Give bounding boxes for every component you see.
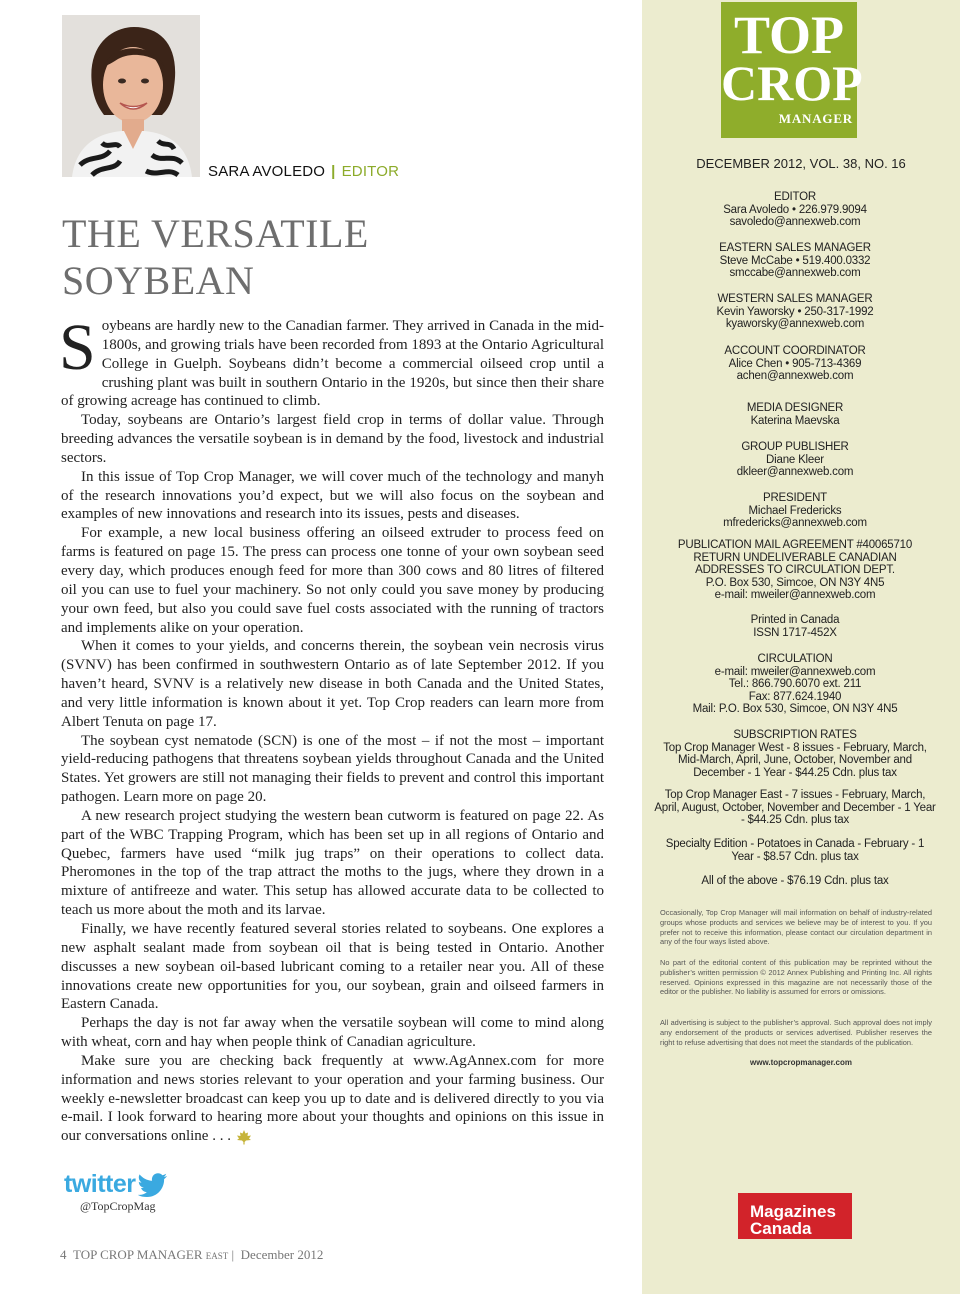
contact-media-designer [654,402,936,427]
footer-magazine: TOP CROP MANAGER [73,1247,203,1262]
contact-email: achen@annexweb.com [736,370,854,383]
issue-date: DECEMBER 2012, VOL. 38, NO. 16 [696,156,906,171]
badge-line-2: Canada [750,1219,812,1238]
paragraph-1 [59,311,604,411]
author-name: SARA AVOLEDO [208,163,326,180]
logo-line-2: CROP [721,55,863,111]
contact-line: Michael Fredericks [748,504,842,517]
publication-line: PUBLICATION MAIL AGREEMENT #40065710 [677,539,913,551]
contact-email: smccabe@annexweb.com [729,267,861,280]
circulation [654,653,936,716]
magazines-canada-logo [738,1193,852,1239]
badge-line-1: Magazines [750,1202,836,1221]
contact-title: EDITOR [773,191,817,203]
subscription-west: Top Crop Manager West - 8 issues - February, March, Mid-March, April, June, October, November and December - 1 Year - $44.25 Cdn. plus tax [663,741,927,779]
contact-line: Diane Kleer [766,453,824,466]
contact-line: Sara Avoledo • 226.979.9094 [723,203,867,216]
paragraph: Perhaps the day is not far away when the versatile soybean will come to mind along with wheat, corn and hay when people think of Canadian agriculture. [61,1015,604,1051]
contact-email: dkleer@annexweb.com [736,466,854,479]
paragraph: For example, a new local business offering an oilseed extruder to process feed on farms is featured on page 15. The press can process one tonne of your own soybean seed every day, which produces enough feed for more than 300 cows and 80 litres of filtered oil you can use to fuel your machinery. So not only could you save money by producing your own feed, but also you could save fuel costs associated with the running of tractors and implements alike on your operation. [61,525,604,636]
circulation-line: e-mail: mweiler@annexweb.com [714,665,876,678]
page-number: 4 [60,1247,67,1262]
subscription-all-block [654,875,936,888]
last-paragraph-text: Make sure you are checking back frequently at www.AgAnnex.com for more information and news stories relevant to your operation and your farming business. Our weekly e-newsletter broadcast can keep you up to date and is delivered directly to you via e-mail. I look forward to hearing more about your thoughts and opinions on this issue in our conversations online . . . [61,1052,604,1145]
fine-print-mailing: Occasionally, Top Crop Manager will mail information on behalf of industry-related groups whose products and services we believe may be of interest to you. If you prefer not to receive this information, please contact our circulation department in any of the four ways listed above. [660,908,932,947]
maple-leaf-icon [235,1129,253,1145]
drop-cap: S [59,311,96,384]
paragraph: Finally, we have recently featured several stories related to soybeans. One explores a new asphalt sealant made from soybean oil that is being tested in Ontario. Another discusses a new soybean oil-based lubricant coming to a retailer near you. All of these innovations create new opportunities for you, our soybean, grain and oilseed farmers in Eastern Canada. [61,921,604,1013]
logo-line-3: MANAGER [778,111,853,126]
contact-eastern-sales [654,242,936,280]
subscription-specialty: Specialty Edition - Potatoes in Canada - February - 1 Year - $8.57 Cdn. plus tax [665,838,925,863]
footer-separator: | [231,1247,235,1262]
title-line-2: SOYBEAN [62,258,255,303]
paragraph: The soybean cyst nematode (SCN) is one of the most – if not the most – important yield-reducing pathogens that threatens soybean yields throughout Canada and the United States. Yet growers are still not managing their fields to prevent and control this important pathogen. Learn more on page 20. [61,732,604,806]
subscription-rates [654,729,936,779]
circulation-title: CIRCULATION [757,653,833,665]
twitter-link[interactable] [64,1170,168,1199]
contact-account-coordinator [654,345,936,383]
printed-info [654,614,936,639]
contact-title: PRESIDENT [762,492,828,504]
subscription-east-block [654,789,936,827]
fine-print-copyright: No part of the editorial content of this publication may be reprinted without the publisher’s written permission © 2012 Annex Publishing and Printing Inc. All rights reserved. Opinions expressed in this magazine are not necessarily those of the editor or the publisher. No liability is assumed for errors or omissions. [660,958,932,997]
last-paragraph [61,1052,604,1146]
page-footer [60,1247,323,1263]
contact-western-sales [654,293,936,331]
byline-separator: | [331,163,336,180]
paragraph-1-text: oybeans are hardly new to the Canadian farmer. They arrived in Canada in the mid-1800s, and growing trials have been recorded from 1893 at the Ontario Agricultural College in Guelph. Soybeans didn’t become a commercial oilseed crop until a crushing plant was built in southern Ontario in the 1920s, but since then their share of growing acreage has continued to climb. [61,318,604,410]
contact-email: mfredericks@annexweb.com [723,517,867,530]
circulation-line: Mail: P.O. Box 530, Simcoe, ON N3Y 4N5 [692,703,898,716]
contact-line: Alice Chen • 905-713-4369 [728,357,862,370]
contact-president [654,492,936,530]
paragraph: When it comes to your yields, and concerns therein, the soybean vein necrosis virus (SVNV) has been confirmed in southwestern Ontario as of late September 2012. If you haven’t heard, SVNV is a relatively new disease in both Canada and the United States, and very little information is known about it yet. Top Crop readers can learn more from Albert Tenuta on page 17. [61,638,604,730]
twitter-bird-icon [138,1173,168,1197]
twitter-wordmark: twitter [64,1170,136,1198]
byline [208,163,399,180]
paragraph: In this issue of Top Crop Manager, we will cover much of the technology and manyh of the research innovations you’d expect, but we will also focus on the soybean and examples of new innovations and research into its issues, pests and diseases. [61,468,604,523]
title-line-1: THE VERSATILE [62,211,369,256]
fine-print-advertising: All advertising is subject to the publisher’s approval. Such approval does not imply any endorsement of the products or services advertised. Publisher reserves the right to refuse advertising that does not meet the standards of the publication. [660,1018,932,1047]
footer-date: December 2012 [240,1247,324,1262]
contact-title: GROUP PUBLISHER [741,441,849,453]
contact-email: savoledo@annexweb.com [729,216,861,229]
top-crop-manager-logo [721,2,863,138]
publication-line: P.O. Box 530, Simcoe, ON N3Y 4N5 [705,576,885,589]
publication-line: e-mail: mweiler@annexweb.com [714,589,876,602]
contact-line: Kevin Yaworsky • 250-317-1992 [716,305,874,318]
publication-agreement [654,539,936,602]
subscription-east: Top Crop Manager East - 7 issues - February, March, April, August, October, November and December - 1 Year - $44.25 Cdn. plus tax [654,789,936,827]
footer-edition: EAST [205,1251,229,1261]
paragraph: A new research project studying the western bean cutworm is featured on page 22. As part of the WBC Trapping Program, which has been set up in all regions of Ontario and Quebec, farmers have used “milk jug traps” on their operations to collect data. Pheromones in the top of the trap attract the moths to the jugs, where they drown in a mixture of antifreeze and water. This setup has allowed accurate data to be collected to teach us more about the moth and its larvae. [61,807,604,919]
contact-group-publisher [654,441,936,479]
contact-title: WESTERN SALES MANAGER [717,293,873,305]
paragraph: Today, soybeans are Ontario’s largest field crop in terms of dollar value. Through breeding advances the versatile soybean is in demand by the food, livestock and industrial sectors. [61,412,604,466]
circulation-line: Tel.: 866.790.6070 ext. 211 [728,678,862,691]
subscription-specialty-block [654,838,936,863]
editor-photo [62,15,200,177]
contact-title: ACCOUNT COORDINATOR [724,345,866,357]
contact-editor [654,191,936,229]
publication-line: RETURN UNDELIVERABLE CANADIAN [693,551,897,564]
twitter-handle: @TopCropMag [80,1199,156,1213]
website-link[interactable]: www.topcropmanager.com [750,1058,852,1067]
circulation-line: Fax: 877.624.1940 [748,690,842,703]
logo-line-1: TOP [733,5,845,65]
contact-title: EASTERN SALES MANAGER [719,242,871,254]
printed-line: Printed in Canada [750,614,840,626]
contact-title: MEDIA DESIGNER [746,402,844,414]
subscription-title: SUBSCRIPTION RATES [733,729,857,741]
subscription-all: All of the above - $76.19 Cdn. plus tax [701,875,889,887]
contact-line: Steve McCabe • 519.400.0332 [719,254,871,267]
article-title [62,210,622,304]
author-role: EDITOR [341,163,400,180]
publication-line: ADDRESSES TO CIRCULATION DEPT. [695,564,895,577]
contact-email: kyaworsky@annexweb.com [725,318,865,331]
contact-line: Katerina Maevska [750,414,840,427]
issn: ISSN 1717-452X [753,626,837,639]
article-body [59,311,604,1146]
